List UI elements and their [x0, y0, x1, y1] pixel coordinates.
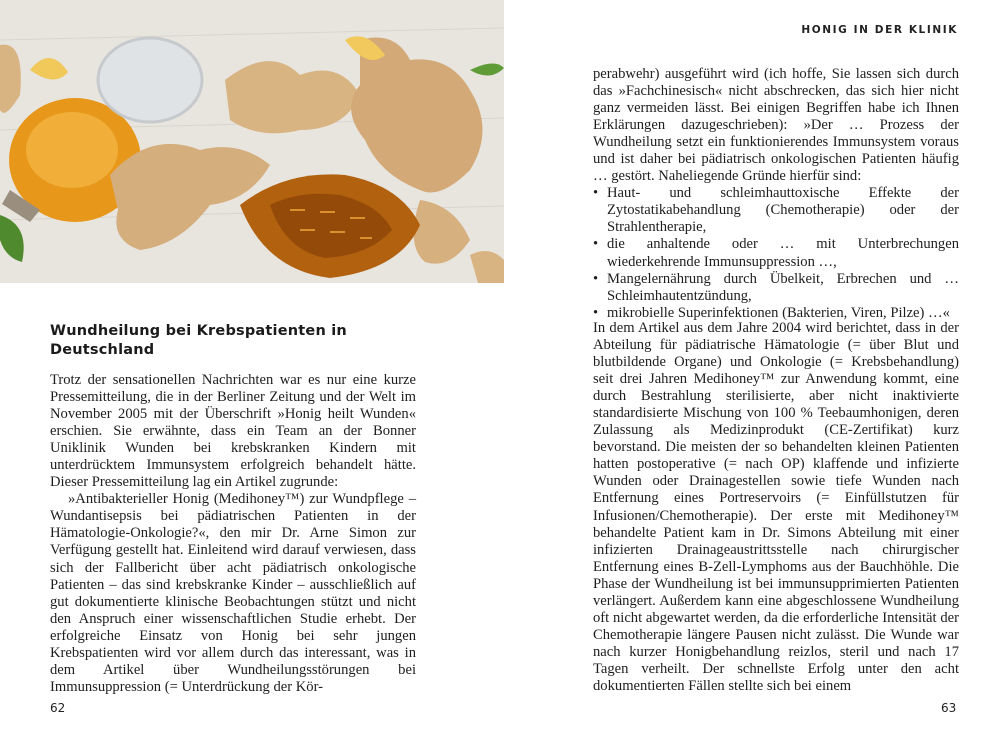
left-body-text — [50, 372, 416, 696]
bullet-list — [593, 185, 959, 321]
list-item: • Mangelernährung durch Übelkeit, Erbrechen und … Schleimhautentzündung, — [593, 271, 959, 305]
right-body-text-bottom — [593, 320, 959, 695]
running-head: HONIG IN DER KLINIK — [801, 24, 958, 36]
page-number-right: 63 — [941, 701, 957, 715]
page-number-left: 62 — [50, 701, 66, 715]
list-item: • Haut- und schleimhauttoxische Effekte der Zytostatikabehandlung (Chemotherapie) oder der Strahlentherapie, — [593, 185, 959, 236]
right-body-text-top — [593, 66, 959, 322]
honey-ginger-photo — [0, 0, 504, 283]
list-item: • mikrobielle Superinfektionen (Bakterien, Viren, Pilze) …« — [593, 305, 959, 322]
paragraph: perabwehr) ausgeführt wird (ich hoffe, Sie lassen sich durch das »Fachchinesisch« nicht abschrecken, das sich hier nicht ganz vermeiden lässt. Bei einigen Begriffen habe ich Ihnen Erklärungen dazugeschrieben): »Der … Prozess der Wundheilung setzt ein funktionierendes Immunsystem voraus und ist daher bei pädiatrisch onkologischen Patienten häufig … gestört. Naheliegende Gründe hierfür sind: — [593, 66, 959, 185]
section-heading: Wundheilung bei Krebspatienten in Deutschland — [50, 323, 347, 358]
paragraph: In dem Artikel aus dem Jahre 2004 wird berichtet, dass in der Abteilung für pädiatrische Hämatologie (= über Blut und blutbildende Organe) und Onkologie (= Krebsbehandlung) seit drei Jahren Medihoney™ zur Anwendung kommt, eine durch Bestrahlung sterilisierte, aber nicht inaktivierte standardisierte Mischung von 100 % Teebaumhonigen, deren Zulassung als Medizinprodukt (CE-Zertifikat) kurz bevorstand. Die meisten der so behandelten kleinen Patienten hatten postoperative (= nach OP) klaffende und infizierte Wunden oder Drainagestellen sowie tiefe Wunden nach Entfernung eines Portreservoirs (= Einfüllstutzen für Infusionen/Chemotherapie). Der erste mit Medihoney™ behandelte Patient kam in Dr. Simons Abteilung mit einer infizierten Drainageaustrittsstelle nach chirurgischer Entfernung eines B-Zell-Lymphoms aus der Bauchhöhle. Die Phase der Wundheilung ist bei immunsupprimierten Patienten verlängert. Außerdem kann eine abgeschlossene Wundheilung oft nicht abgewartet werden, da die erforderliche Intensität der Chemotherapie längere Pausen nicht zulässt. Die Wunde war nach kurzer Honigbehandlung reizlos, steril und nach 17 Tagen verheilt. Der schnellste Erfolg unter den acht dokumentierten Fällen stellte sich bei einem — [593, 320, 959, 694]
paragraph: »Antibakterieller Honig (Medihoney™) zur Wundpflege – Wundantisepsis bei pädiatrischen Patienten in der Hämatologie-Onkologie?«, den mir Dr. Arne Simon zur Verfügung gestellt hat. Einleitend wird darauf verwiesen, dass sich der Fallbericht über acht pädiatrisch onkologische Patienten – das sind krebskranke Kinder – ausschließlich auf gut dokumentierte klinische Beobachtungen stützt und nicht den Anspruch einer wissenschaftlichen Studie erhebt. Der erfolgreiche Einsatz von Honig bei sehr jungen Krebspatienten wird vor allem durch das interessant, was in dem Artikel über Wundheilungsstörungen bei Immunsuppression (= Unterdrückung der Kör- — [50, 491, 416, 695]
paragraph: Trotz der sensationellen Nachrichten war es nur eine kurze Pressemitteilung, die in der Berliner Zeitung und der Welt im November 2005 mit der Überschrift »Honig heilt Wunden« erschien. Sie erwähnte, dass ein Team an der Bonner Uniklinik Wunden bei krebskranken Kindern mit unterdrücktem Immunsystem erfolgreich behandelt hätte. Dieser Pressemitteilung lag ein Artikel zugrunde: — [50, 372, 416, 491]
list-item: • die anhaltende oder … mit Unterbrechungen wiederkehrende Immunsuppression …, — [593, 236, 959, 270]
